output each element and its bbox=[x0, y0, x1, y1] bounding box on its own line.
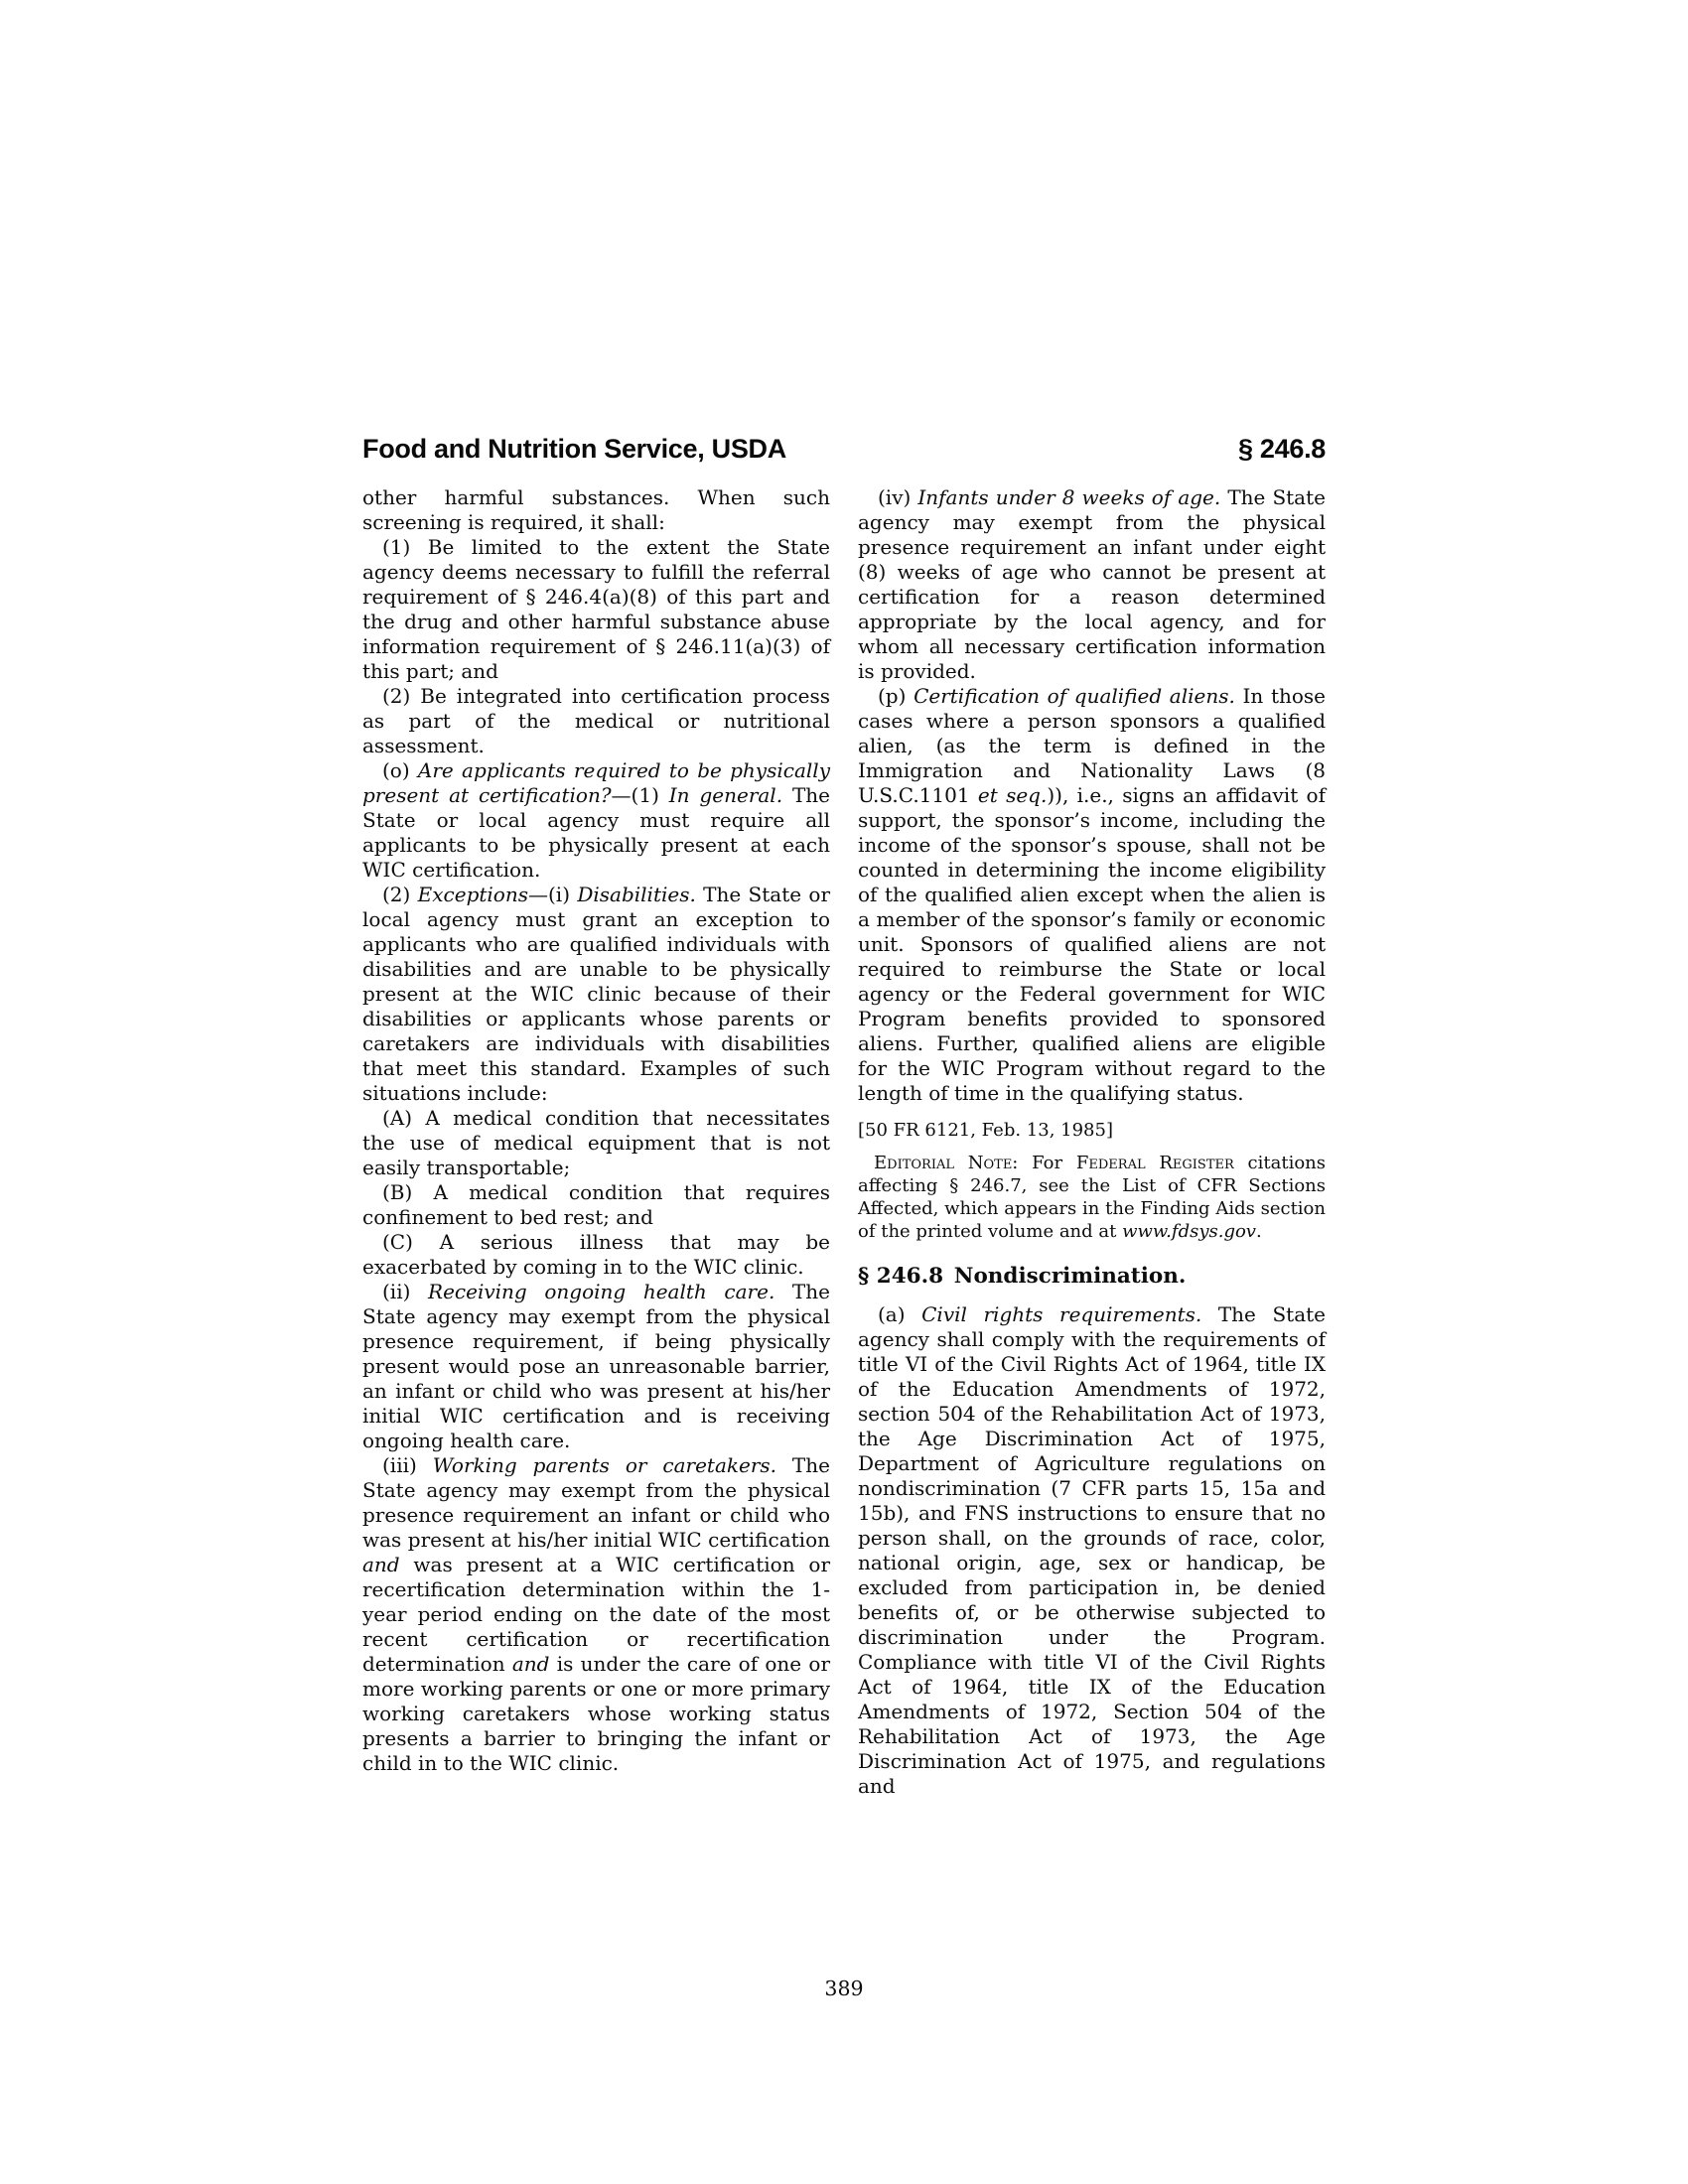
paragraph: (2) Exceptions—(i) Disabilities. The State or local agency must grant an exception to applicants who are qualified individuals with disabilities and are unable to be physically present at the WIC clinic because of their disabilities or applicants whose parents or caretakers are individuals with disabilities that meet this standard. Examples of such situations include: bbox=[362, 883, 831, 1105]
page-number: 389 bbox=[824, 1977, 864, 2000]
section-heading: § 246.8 Nondiscrimination. bbox=[858, 1264, 1187, 1289]
paragraph: (2) Be integrated into certification process as part of the medical or nutritional assessment. bbox=[362, 684, 830, 757]
paragraph: [50 FR 6121, Feb. 13, 1985] bbox=[858, 1120, 1113, 1141]
paragraph: (iv) Infants under 8 weeks of age. The State agency may exempt from the physical presence requirement an infant under eight (8) weeks of age who cannot be present at certification for a reason determined appropriate by the local agency, and for whom all necessary certification information is provided. bbox=[858, 485, 1326, 683]
two-column-body bbox=[362, 485, 1326, 1799]
paragraph: (o) Are applicants required to be physically present at certification?—(1) In general. The State or local agency must require all applicants to be physically present at each WIC certification. bbox=[362, 758, 831, 882]
content-area bbox=[362, 434, 1326, 1799]
paragraph: (B) A medical condition that requires confinement to bed rest; and bbox=[362, 1180, 830, 1229]
paragraph: (ii) Receiving ongoing health care. The State agency may exempt from the physical presence requirement, if being physically present would pose an unreasonable barrier, an infant or child who was present at his/her initial WIC certification and is receiving ongoing health care. bbox=[362, 1280, 830, 1452]
paragraph: other harmful substances. When such screening is required, it shall: bbox=[362, 485, 830, 534]
paragraph: (A) A medical condition that necessitates the use of medical equipment that is not easily transportable; bbox=[362, 1106, 830, 1179]
running-header-agency: Food and Nutrition Service, USDA bbox=[362, 434, 786, 464]
running-header bbox=[362, 434, 1326, 465]
running-header-section: § 246.8 bbox=[1238, 434, 1326, 464]
paragraph: (1) Be limited to the extent the State agency deems necessary to fulfill the referral requirement of § 246.4(a)(8) of this part and the drug and other harmful substance abuse information requirement of § 246.11(a)(3) of this part; and bbox=[362, 535, 830, 683]
paragraph: (a) Civil rights requirements. The State agency shall comply with the requirements of title VI of the Civil Rights Act of 1964, title IX of the Education Amendments of 1972, section 504 of the Rehabilitation Act of 1973, the Age Discrimination Act of 1975, Department of Agriculture regulations on nondiscrimination (7 CFR parts 15, 15a and 15b), and FNS instructions to ensure that no person shall, on the grounds of race, color, national origin, age, sex or handicap, be excluded from participation in, be denied benefits of, or be otherwise subjected to discrimination under the Program. Compliance with title VI of the Civil Rights Act of 1964, title IX of the Education Amendments of 1972, Section 504 of the Rehabilitation Act of 1973, the Age Discrimination Act of 1975, and regulations and bbox=[858, 1302, 1327, 1798]
paragraph: (C) A serious illness that may be exacerbated by coming in to the WIC clinic. bbox=[362, 1230, 830, 1279]
paragraph: Editorial Note: For Federal Register citations affecting § 246.7, see the List of CFR Sections Affected, which appears in the Finding Aids section of the printed volume and at www.fdsys.gov. bbox=[858, 1153, 1327, 1242]
paragraph: (p) Certification of qualified aliens. In those cases where a person sponsors a qualified alien, (as the term is defined in the Immigration and Nationality Laws (8 U.S.C.1101 et seq.)), i.e., signs an affidavit of support, the sponsor’s income, including the income of the sponsor’s spouse, shall not be counted in determining the income eligibility of the qualified alien except when the alien is a member of the sponsor’s family or economic unit. Sponsors of qualified aliens are not required to reimburse the State or local agency or the Federal government for WIC Program benefits provided to sponsored aliens. Further, qualified aliens are eligible for the WIC Program without regard to the length of time in the qualifying status. bbox=[858, 684, 1327, 1105]
right-column bbox=[858, 485, 1326, 1799]
left-column bbox=[362, 485, 830, 1799]
paragraph: (iii) Working parents or caretakers. The State agency may exempt from the physical presence requirement an infant or child who was present at his/her initial WIC certification and was present at a WIC certification or recertification determination within the 1-year period ending on the date of the most recent certification or recertification determination and is under the care of one or more working parents or one or more primary working caretakers whose working status presents a barrier to bringing the infant or child in to the WIC clinic. bbox=[362, 1453, 830, 1775]
